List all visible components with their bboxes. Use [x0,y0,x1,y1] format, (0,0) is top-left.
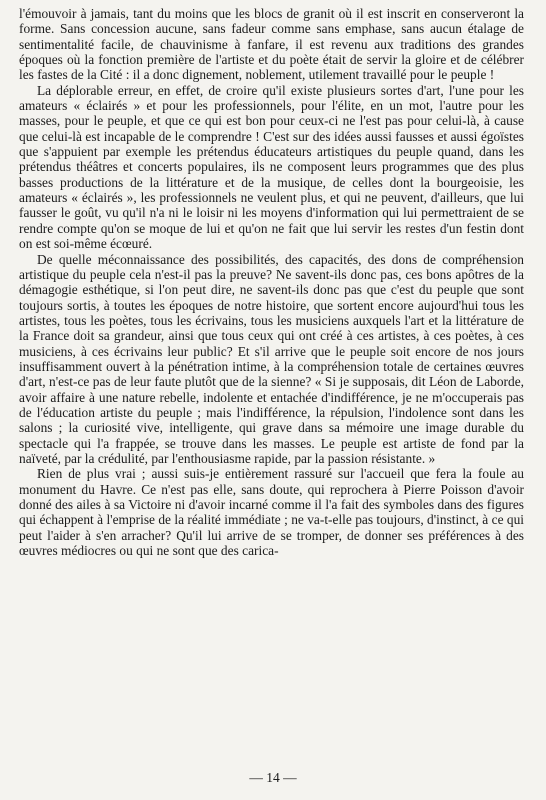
paragraph-2: La déplorable erreur, en effet, de croire qu'il existe plusieurs sortes d'art, l'une pour les amateurs « éclairés » et pour les professionnels, pour l'élite, en un mot, l'autre pour les masses, pour le peuple, et que ce qui est bon pour ceux-ci ne l'est pas pour celui-là, à cause que celui-là est incapable de le comprendre ! C'est sur des idées aussi fausses et aussi égoïstes que s'appuient par exemple les prétendus éducateurs artistiques du peuple quand, dans les prétendus théâtres et concerts populaires, ils ne composent leurs programmes que des plus basses productions de la littérature et de la musique, de celles dont la bourgeoisie, les amateurs « éclairés », les professionnels ne veulent plus, et qui ne peuvent, d'ailleurs, que lui fausser le goût, vu qu'il n'a ni le loisir ni les moyens d'information qui lui permettraient de se rendre compte qu'on se moque de lui et qu'on ne fait que lui servir les restes d'un festin dont on est soi-même écœuré. [19,82,524,252]
paragraph-1: l'émouvoir à jamais, tant du moins que les blocs de granit où il est inscrit en conserveront la forme. Sans concession aucune, sans fadeur comme sans emphase, sans aucun étalage de sentimentalité facile, de chauvinisme à fanfare, il est revenu aux traditions des grandes époques où la fonction première de l'artiste et du poète était de servir la gloire et de célébrer les fastes de la Cité : il a donc dignement, noblement, utilement travaillé pour le peuple ! [19,6,524,83]
paragraph-4: Rien de plus vrai ; aussi suis-je entièrement rassuré sur l'accueil que fera la foule au monument du Havre. Ce n'est pas elle, sans doute, qui reprochera à Pierre Poisson d'avoir donné des ailes à sa Victoire ni d'avoir incarné comme il l'a fait des symboles dans des figures qui échappent à l'emprise de la réalité immédiate ; ne va-t-elle pas toujours, d'instinct, à ce qui peut l'aider à s'en arracher? Qu'il lui arrive de se tromper, de donner ses préférences à des œuvres médiocres ou qui ne sont que des carica- [19,466,524,559]
page-number: — 14 — [249,770,297,785]
paragraph-3: De quelle méconnaissance des possibilités, des capacités, des dons de compréhension artistique du peuple cela n'est-il pas la preuve? Ne savent-ils donc pas, ces bons apôtres de la démagogie esthétique, si l'on peut dire, ne savent-ils donc pas que c'est du peuple que sont toujours sortis, à toutes les époques de notre histoire, que sortent encore aujourd'hui tous les artistes, tous les poètes, tous les écrivains, tous les musiciens auxquels l'art et la littérature de la France doit sa grandeur, ainsi que tous ceux qui ont créé à ces artistes, à ces poètes, à ces musiciens, à ces écrivains leur public? Et s'il arrive que le peuple soit encore de nos jours insuffisamment ouvert à la pénétration intime, à la compréhension totale de certaines œuvres d'art, n'est-ce pas de leur faute plutôt que de la sienne? « Si je supposais, dit Léon de Laborde, avoir affaire à une nature rebelle, indolente et entachée d'indifférence, je ne m'occuperais pas de l'éducation artiste du peuple ; mais l'indifférence, la répulsion, l'indolence sont dans les salons ; la curiosité vive, intelligente, qui grave dans sa mémoire une image durable du spectacle qui l'a frappée, se trouve dans les masses. Le peuple est artiste de fond par la naïveté, par la crédulité, par l'enthousiasme rapide, par la passion résistante. » [19,251,524,466]
page-text [19,6,524,558]
